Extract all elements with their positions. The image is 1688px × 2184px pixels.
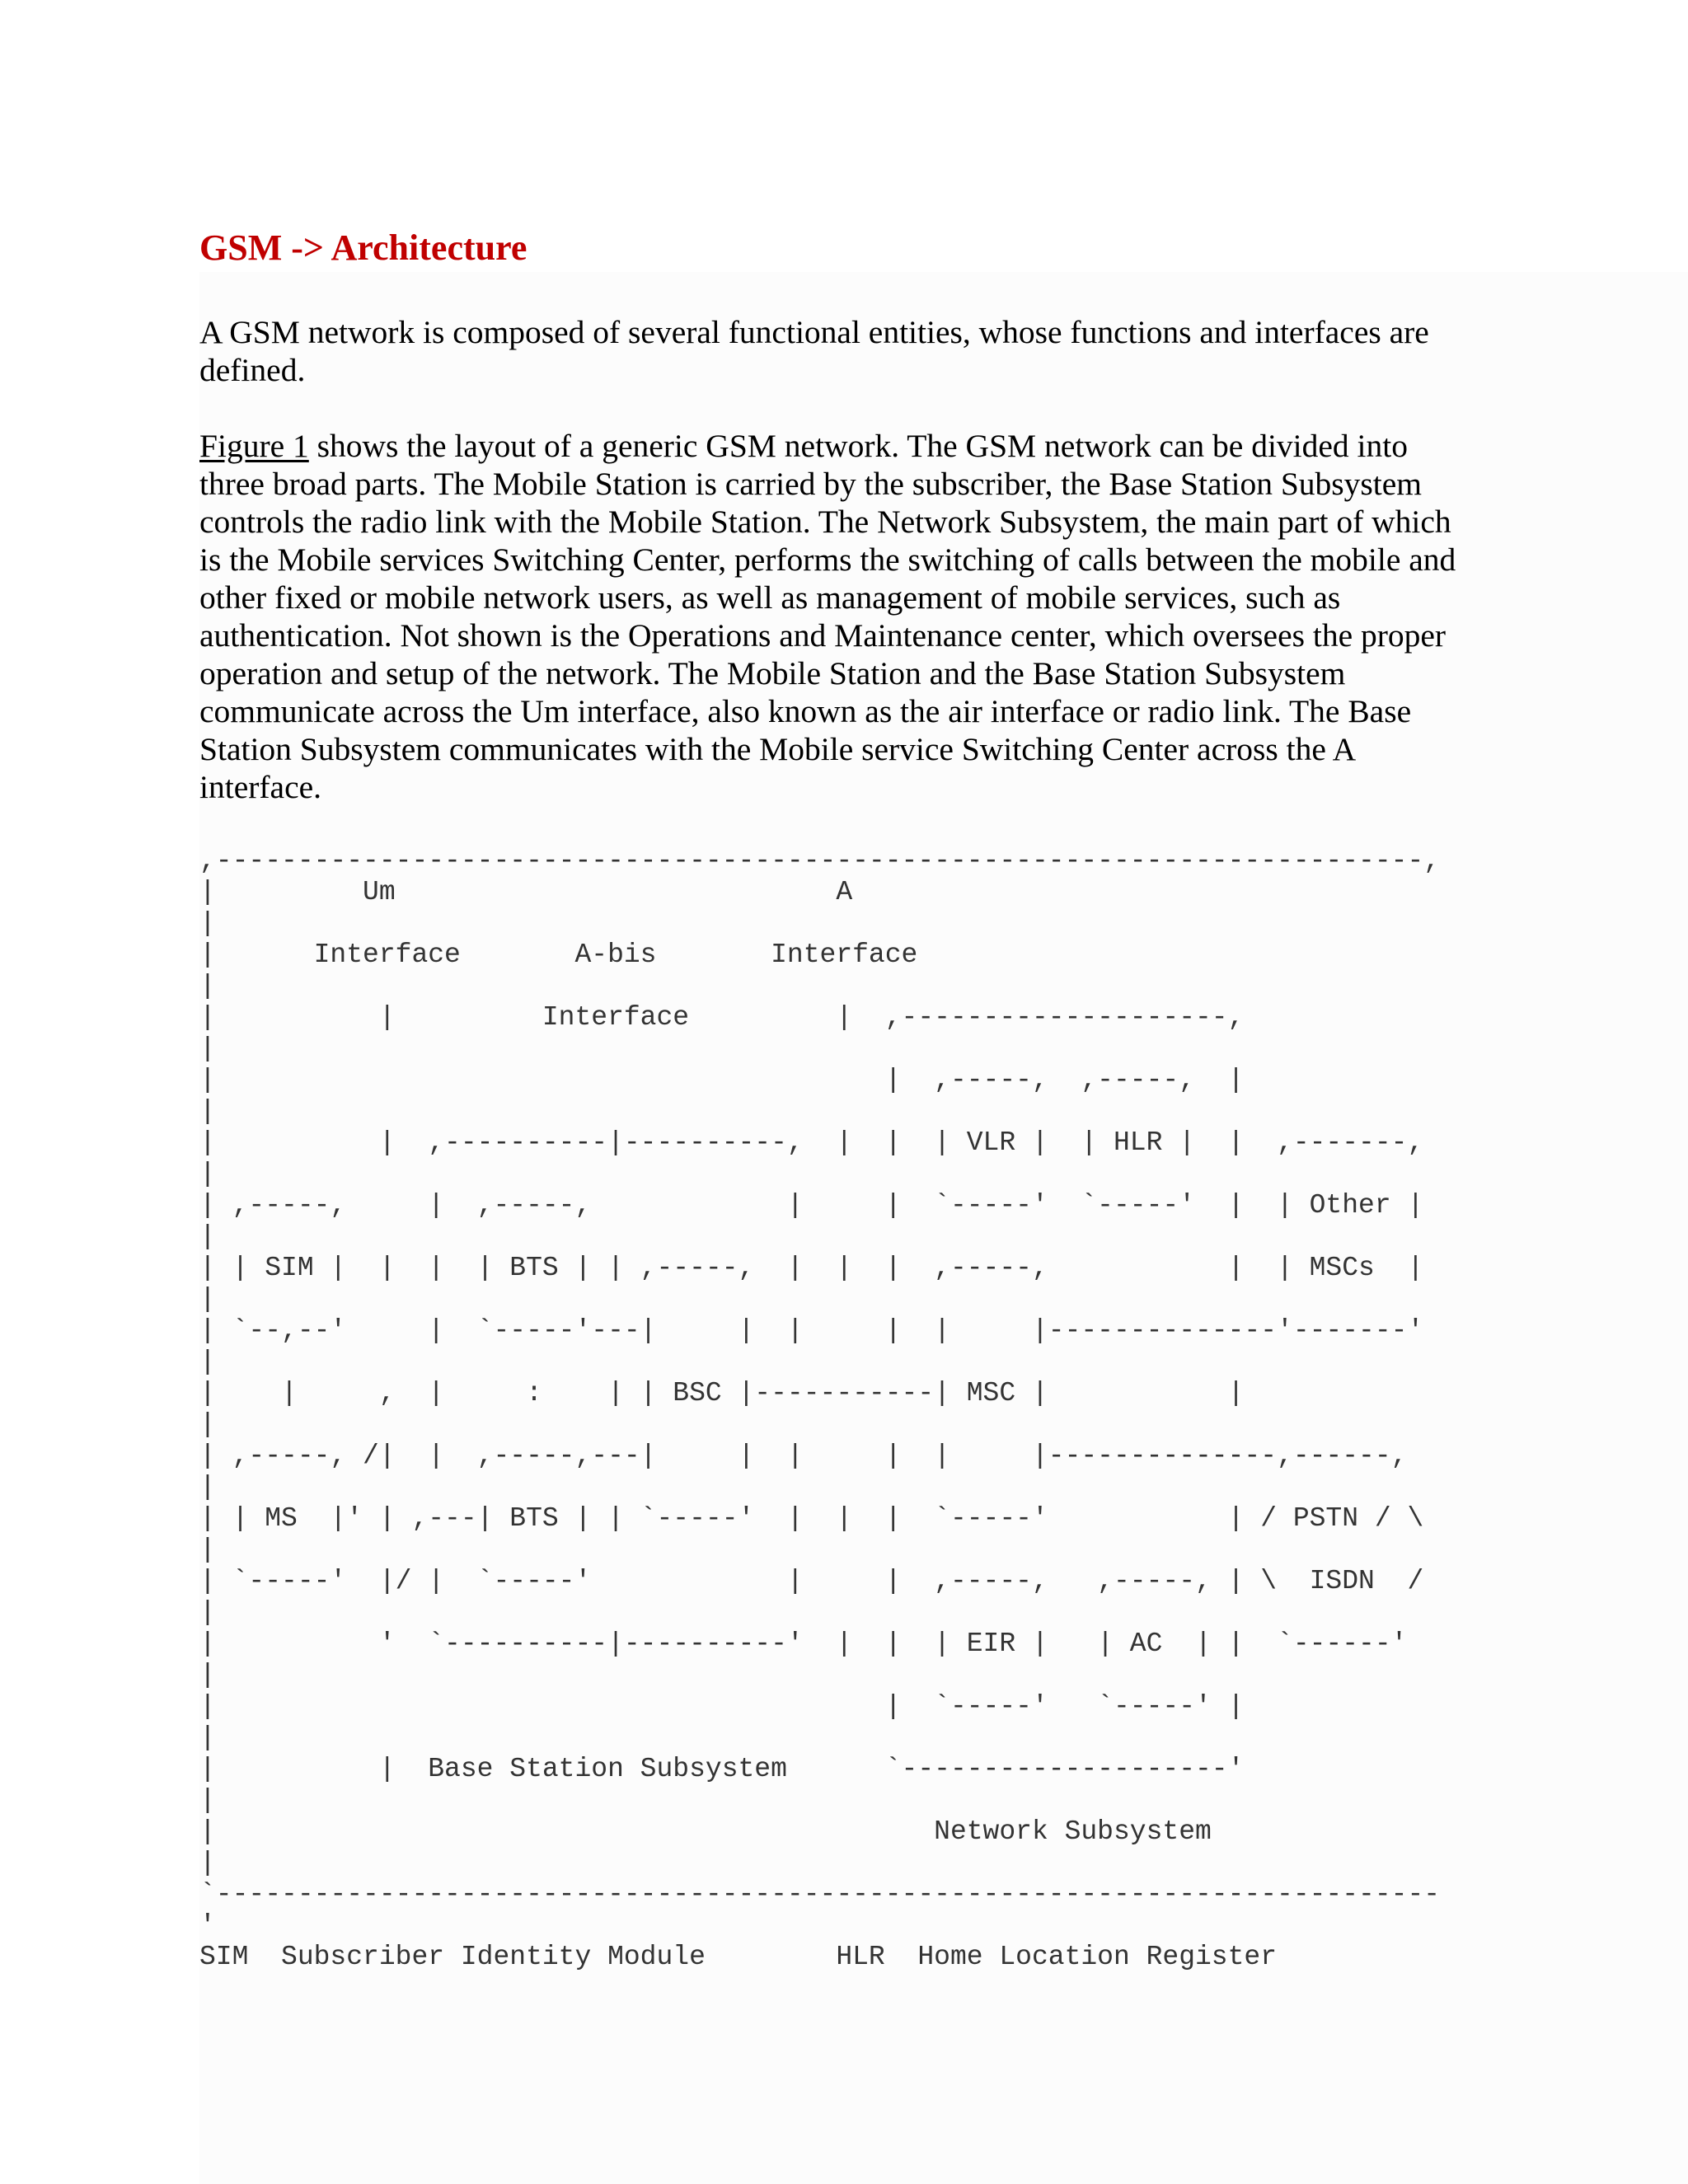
diagram-line: | <box>199 1660 216 1690</box>
description-line: is the Mobile services Switching Center, performs the switching of calls between the mobile and <box>199 541 1456 578</box>
intro-paragraph <box>199 313 1510 389</box>
diagram-line: | <box>199 1221 216 1252</box>
diagram-line: ' <box>199 1910 216 1941</box>
diagram-line: | | ,----------|----------, | | | VLR | | HLR | | ,-------, <box>199 1127 1424 1158</box>
diagram-line: | | Interface | ,--------------------, <box>199 1002 1245 1033</box>
diagram-line: | <box>199 1409 216 1440</box>
diagram-line: | Interface A-bis Interface <box>199 940 918 970</box>
description-text: shows the layout of a generic GSM network. The GSM network can be divided into <box>308 428 1409 464</box>
diagram-line: | <box>199 1535 216 1565</box>
diagram-line: | | ,-----, ,-----, | <box>199 1065 1245 1095</box>
diagram-line: | <box>199 1284 216 1315</box>
diagram-line: `--------------------------------------------------------------------------- <box>199 1879 1441 1910</box>
diagram-line: | <box>199 1472 216 1502</box>
diagram-line: | | Base Station Subsystem `--------------------' <box>199 1754 1245 1784</box>
diagram-line: | <box>199 1347 216 1377</box>
diagram-line: | <box>199 1597 216 1628</box>
diagram-line: | <box>199 1033 216 1064</box>
intro-line: defined. <box>199 352 306 388</box>
page-title: GSM -> Architecture <box>199 227 528 268</box>
diagram-line: | Um A <box>199 877 853 907</box>
diagram-line: | <box>199 1159 216 1189</box>
figure-1-link[interactable]: Figure 1 <box>199 428 309 464</box>
diagram-line: SIM Subscriber Identity Module HLR Home Location Register <box>199 1942 1278 1972</box>
diagram-line: | <box>199 1785 216 1816</box>
diagram-line: | ' `----------|----------' | | | EIR | | AC | | `------' <box>199 1629 1408 1659</box>
description-line: Station Subsystem communicates with the Mobile service Switching Center across the A <box>199 731 1357 767</box>
diagram-line: | `--,--' | `-----'---| | | | | |--------------'-------' <box>199 1315 1424 1346</box>
gsm-architecture-diagram <box>199 846 1440 1973</box>
description-line: three broad parts. The Mobile Station is carried by the subscriber, the Base Station Subsystem <box>199 466 1423 502</box>
description-line: communicate across the Um interface, also known as the air interface or radio link. The Base <box>199 693 1412 729</box>
diagram-line: | <box>199 971 216 1001</box>
diagram-line: | <box>199 1096 216 1127</box>
description-line: interface. <box>199 769 322 805</box>
description-line <box>199 427 1510 465</box>
intro-line: A GSM network is composed of several functional entities, whose functions and interfaces are <box>199 314 1429 350</box>
diagram-line: | <box>199 1722 216 1753</box>
diagram-line: | | , | : | | BSC |-----------| MSC | | <box>199 1378 1245 1408</box>
description-line: other fixed or mobile network users, as well as management of mobile services, such as <box>199 579 1341 616</box>
diagram-line: | | `-----' `-----' | <box>199 1691 1245 1722</box>
diagram-line: | Network Subsystem <box>199 1816 1212 1847</box>
diagram-line: | | SIM | | | | BTS | | ,-----, | | | ,-----, | | MSCs | <box>199 1253 1424 1283</box>
diagram-line: | <box>199 908 216 939</box>
description-line: controls the radio link with the Mobile Station. The Network Subsystem, the main part of which <box>199 504 1451 540</box>
diagram-line: | ,-----, | ,-----, | | `-----' `-----' | | Other | <box>199 1190 1424 1221</box>
description-line: operation and setup of the network. The Mobile Station and the Base Station Subsystem <box>199 655 1346 691</box>
diagram-line: | `-----' |/ | `-----' | | ,-----, ,-----, | \ ISDN / <box>199 1566 1424 1596</box>
description-paragraph <box>199 427 1510 806</box>
description-line: authentication. Not shown is the Operations and Maintenance center, which oversees the proper <box>199 617 1447 654</box>
diagram-line: | ,-----, /| | ,-----,---| | | | | |--------------,------, <box>199 1441 1408 1471</box>
diagram-line: | <box>199 1848 216 1878</box>
diagram-line: ,--------------------------------------------------------------------------, <box>199 846 1441 876</box>
diagram-line: | | MS |' | ,---| BTS | | `-----' | | | `-----' | / PSTN / \ <box>199 1503 1424 1534</box>
